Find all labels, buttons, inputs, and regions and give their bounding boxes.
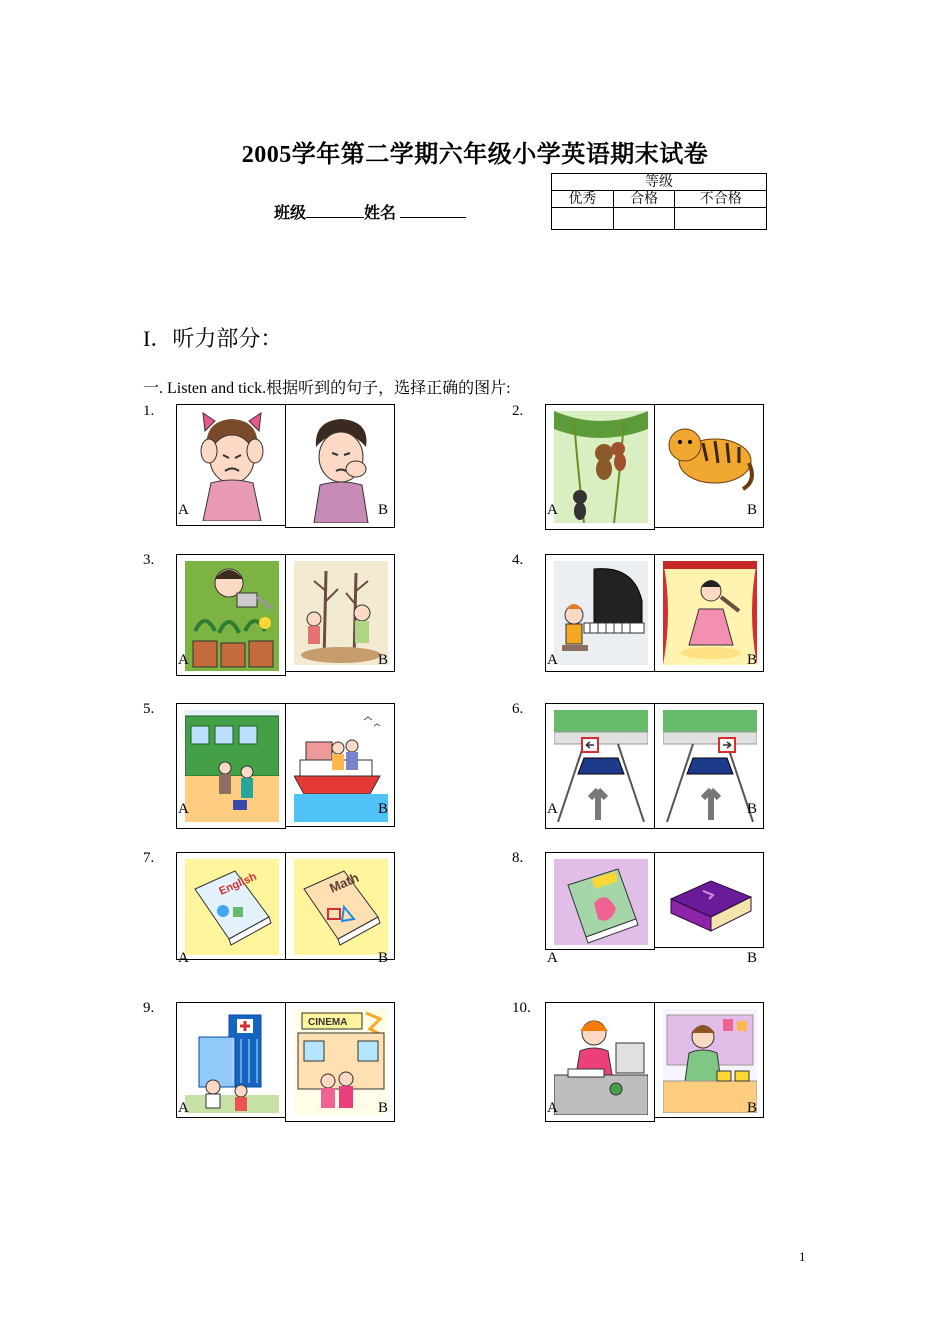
item-6-option-a[interactable] (545, 703, 655, 829)
item-1-option-b[interactable] (285, 404, 395, 528)
item-10-label-a: A (547, 1100, 558, 1116)
page-number: 1 (799, 1249, 806, 1264)
item-5-option-b[interactable] (285, 703, 395, 827)
purple-book-picture (663, 859, 757, 943)
shop-assistant-picture (663, 1009, 757, 1113)
class-blank[interactable] (306, 203, 364, 218)
item-1-label-b: B (378, 502, 389, 518)
class-label: 班级 (274, 205, 307, 222)
page-title: 2005学年第二学期六年级小学英语期末试卷 (241, 142, 709, 168)
grade-table (551, 173, 767, 230)
grade-pass: 合格 (613, 191, 675, 208)
item-10-label-b: B (747, 1100, 758, 1116)
item-7-label-b: B (378, 950, 389, 966)
item-3-label-a: A (178, 652, 189, 668)
storybook-picture (554, 859, 648, 945)
item-9-label-a: A (178, 1100, 189, 1116)
item-6-number: 6. (512, 701, 524, 717)
tiger-picture (663, 411, 757, 511)
class-name-line (274, 200, 466, 223)
english-cover-text: English (217, 870, 259, 898)
item-2-number: 2. (512, 403, 524, 419)
item-3-option-b[interactable] (285, 554, 395, 672)
item-2-label-b: B (747, 502, 758, 518)
item-8-option-b[interactable] (654, 852, 764, 966)
item-6-label-b: B (747, 801, 758, 817)
playing-piano-picture (554, 561, 648, 665)
name-blank[interactable] (400, 203, 466, 218)
monkeys-picture (554, 411, 648, 523)
item-7-option-a[interactable] (176, 852, 286, 966)
cinema-picture (294, 1009, 388, 1115)
item-6-label-a: A (547, 801, 558, 817)
item-5-label-a: A (178, 801, 189, 817)
grade-excellent: 优秀 (552, 191, 614, 208)
cinema-sign-text: CINEMA (308, 1017, 348, 1028)
turn-left-picture (554, 710, 648, 822)
item-9-number: 9. (143, 1000, 155, 1016)
item-6-option-b[interactable] (654, 703, 764, 829)
planting-trees-picture (294, 561, 388, 665)
item-8-label-a: A (547, 950, 558, 966)
grade-fail: 不合格 (675, 191, 767, 208)
section-heading: I．听力部分： (143, 326, 283, 351)
item-5-label-b: B (378, 801, 389, 817)
item-9-label-b: B (378, 1100, 389, 1116)
grade-cell-excellent[interactable] (552, 208, 614, 230)
item-2-label-a: A (547, 502, 558, 518)
playing-violin-picture (663, 561, 757, 665)
item-7-number: 7. (143, 850, 155, 866)
item-7-option-b[interactable] (285, 852, 395, 966)
item-3-option-a[interactable] (176, 554, 286, 676)
item-7-label-a: A (178, 950, 189, 966)
office-worker-picture (554, 1009, 648, 1115)
item-9-option-a[interactable] (176, 1002, 286, 1118)
turn-right-picture (663, 710, 757, 822)
item-8-option-a[interactable] (545, 852, 655, 966)
ship-picture (294, 710, 388, 822)
item-4-number: 4. (512, 552, 524, 568)
item-10-option-a[interactable] (545, 1002, 655, 1122)
item-5-number: 5. (143, 701, 155, 717)
item-1-number: 1. (143, 403, 155, 419)
item-1-option-a[interactable] (176, 404, 286, 526)
instruction-text: 一. Listen and tick.根据听到的句子，选择正确的图片: (143, 380, 511, 397)
item-8-label-b: B (747, 950, 758, 966)
item-8-number: 8. (512, 850, 524, 866)
watering-flowers-picture (185, 561, 279, 671)
item-4-label-a: A (547, 652, 558, 668)
math-book-picture (294, 859, 388, 955)
item-2-option-a[interactable] (545, 404, 655, 530)
item-2-option-b[interactable] (654, 404, 764, 528)
name-label: 姓名 (364, 205, 397, 222)
grade-header: 等级 (552, 174, 767, 191)
item-10-number: 10. (512, 1000, 531, 1016)
item-10-option-b[interactable] (654, 1002, 764, 1118)
item-3-number: 3. (143, 552, 155, 568)
item-3-label-b: B (378, 652, 389, 668)
english-book-picture (185, 859, 279, 955)
item-4-option-b[interactable] (654, 554, 764, 672)
item-4-option-a[interactable] (545, 554, 655, 672)
boy-toothache-picture (294, 411, 388, 523)
item-1-label-a: A (178, 502, 189, 518)
girl-headache-picture (185, 411, 279, 521)
train-picture (185, 710, 279, 822)
item-4-label-b: B (747, 652, 758, 668)
math-cover-text: Math (327, 869, 361, 896)
item-5-option-a[interactable] (176, 703, 286, 829)
grade-cell-pass[interactable] (613, 208, 675, 230)
hospital-picture (185, 1009, 279, 1113)
item-9-option-b[interactable] (285, 1002, 395, 1122)
grade-cell-fail[interactable] (675, 208, 767, 230)
